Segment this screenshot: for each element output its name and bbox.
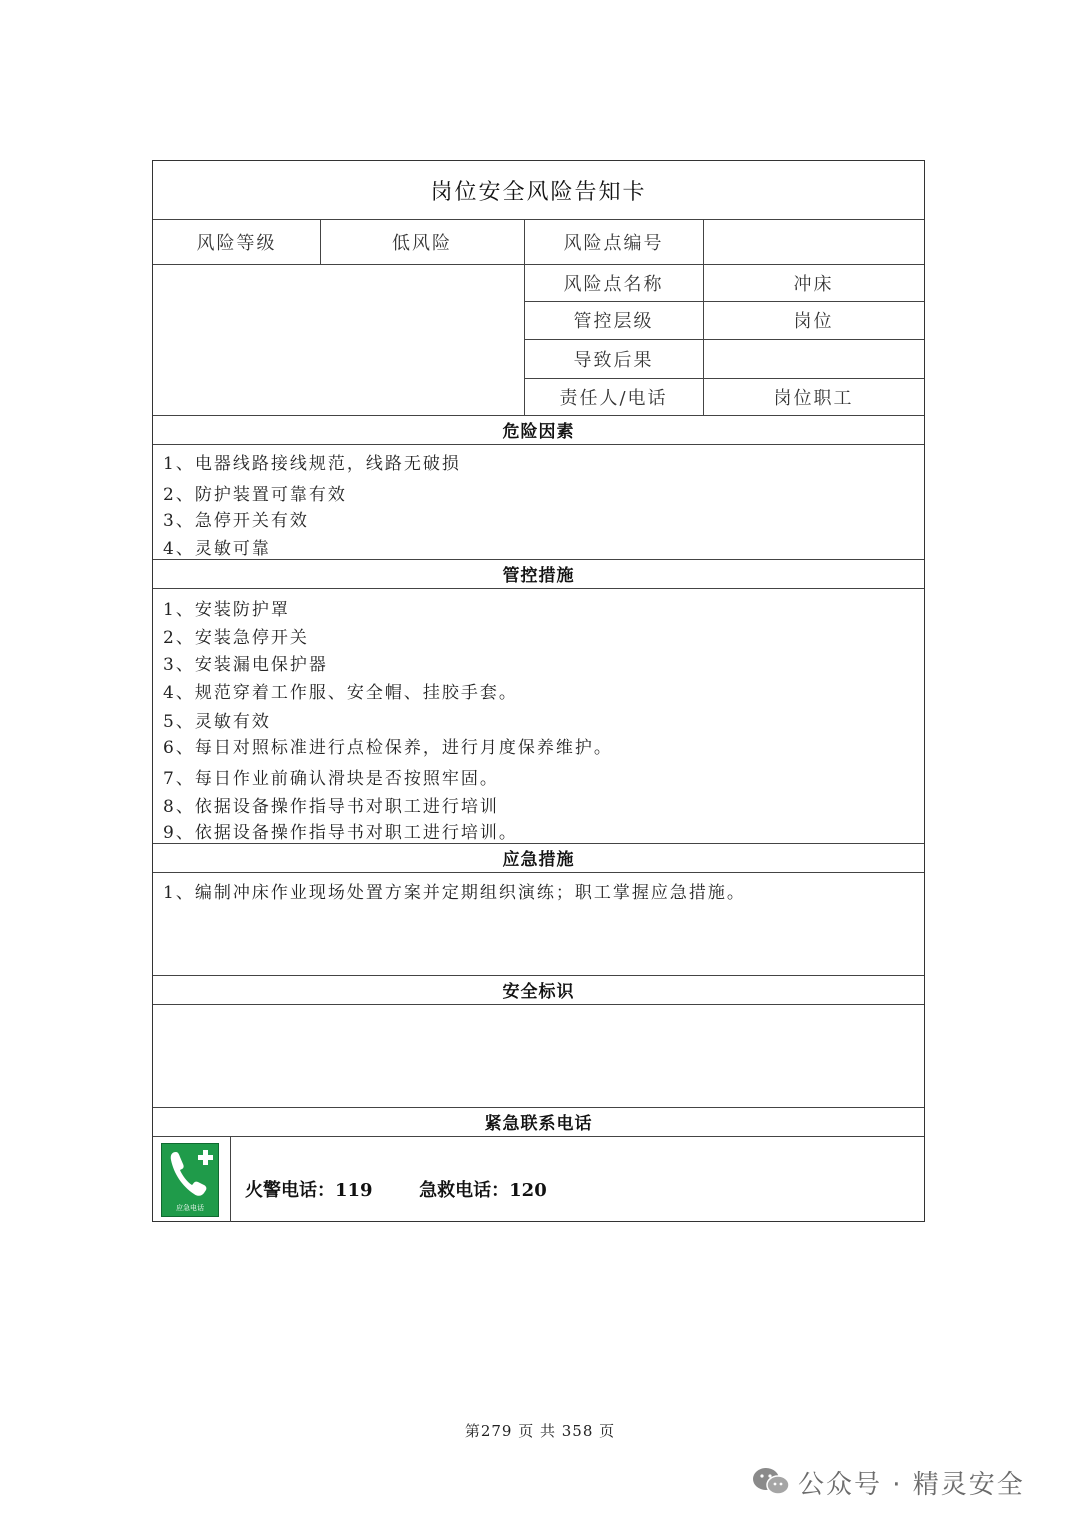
risk-notice-card [152, 160, 925, 1222]
phone-glyph [162, 1144, 218, 1204]
divider [153, 1004, 924, 1005]
control-item: 7、每日作业前确认滑块是否按照牢固。 [163, 769, 499, 789]
wechat-icon [752, 1466, 790, 1498]
control-level-label: 管控层级 [573, 311, 654, 332]
watermark-text: 公众号 · 精灵安全 [798, 1469, 1025, 1500]
consequence-label: 导致后果 [573, 349, 654, 371]
hazard-item: 2、防护装置可靠有效 [163, 485, 347, 505]
control-item: 8、依据设备操作指导书对职工进行培训 [163, 797, 499, 817]
contacts-heading: 紧急联系电话 [484, 1114, 593, 1134]
hazard-item: 3、急停开关有效 [163, 511, 309, 531]
risk-point-name-value: 冲床 [793, 273, 834, 295]
phone-numbers [245, 1176, 547, 1202]
control-level-value: 岗位 [793, 311, 834, 332]
fire-phone: 火警电话：119 [245, 1180, 373, 1201]
risk-level-value: 低风险 [392, 232, 452, 254]
hazard-item: 4、灵敏可靠 [163, 539, 271, 559]
responsible-label: 责任人/电话 [559, 387, 668, 409]
control-item: 2、安装急停开关 [163, 628, 309, 648]
controls-heading: 管控措施 [502, 566, 575, 586]
control-item: 5、灵敏有效 [163, 712, 271, 732]
divider [153, 872, 924, 873]
card-title: 岗位安全风险告知卡 [430, 179, 647, 205]
control-item: 9、依据设备操作指导书对职工进行培训。 [163, 823, 518, 843]
ambulance-phone: 急救电话：120 [419, 1180, 547, 1201]
emergency-item: 1、编制冲床作业现场处置方案并定期组织演练；职工掌握应急措施。 [163, 883, 746, 903]
contacts-row [153, 1136, 924, 1222]
image-area [153, 264, 524, 415]
responsible-value: 岗位职工 [773, 387, 854, 409]
hazard-item: 1、电器线路接线规范，线路无破损 [163, 454, 461, 474]
risk-level-label: 风险等级 [196, 232, 277, 254]
emergency-heading: 应急措施 [502, 850, 575, 870]
control-item: 4、规范穿着工作服、安全帽、挂胶手套。 [163, 683, 518, 703]
divider [153, 588, 924, 589]
page-number: 第279 页 共 358 页 [464, 1422, 616, 1440]
divider [153, 444, 924, 445]
control-item: 1、安装防护罩 [163, 600, 290, 620]
hazards-heading: 危险因素 [502, 422, 575, 442]
phone-icon-caption: 应急电话 [176, 1204, 204, 1212]
risk-point-no-label: 风险点编号 [563, 232, 664, 254]
safety-signs-heading: 安全标识 [502, 982, 575, 1002]
risk-point-name-label: 风险点名称 [563, 273, 664, 295]
consequence-value [703, 339, 924, 378]
control-item: 3、安装漏电保护器 [163, 655, 328, 675]
emergency-phone-icon [161, 1143, 219, 1217]
watermark [752, 1462, 1025, 1502]
risk-point-no-value [703, 219, 924, 264]
control-item: 6、每日对照标准进行点检保养，进行月度保养维护。 [163, 738, 613, 758]
